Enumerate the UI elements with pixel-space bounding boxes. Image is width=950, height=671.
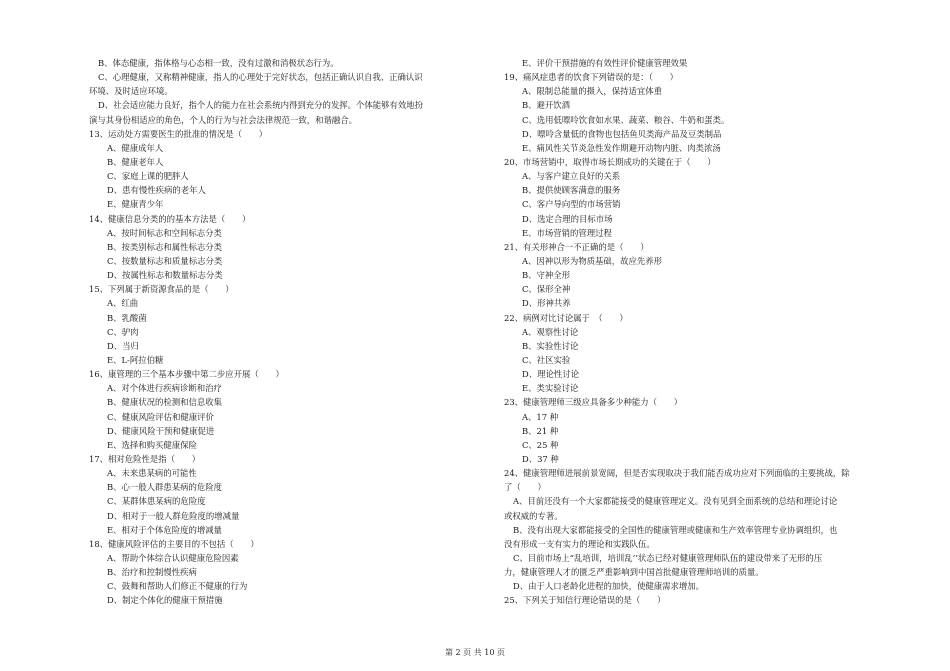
- text-line: E、健康青少年: [107, 199, 164, 210]
- text-line: B、避开饮酒: [522, 100, 571, 111]
- text-line: B、按类别标志和属性标志分类: [107, 241, 223, 252]
- text-line: 17、相对危险性是指（ ）: [89, 453, 201, 464]
- text-line: B、守神全形: [522, 270, 571, 281]
- text-line: 20、市场营销中，取得市场长期成功的关键在于（ ）: [504, 156, 716, 167]
- text-line: D、当归: [107, 340, 139, 351]
- text-line: B、提供使顾客满意的服务: [522, 185, 621, 196]
- text-line: E、L-阿拉伯糖: [107, 354, 164, 365]
- text-line: B、治疗和控制慢性疾病: [107, 567, 197, 578]
- text-line: C、心理健康，又称精神健康，指人的心理处于完好状态，包括正确认识自我、正确认识: [98, 72, 423, 83]
- text-line: C、健康风险评估和健康评价: [107, 411, 214, 422]
- text-line: E、类实验讨论: [522, 383, 579, 394]
- text-line: 18、健康风险评估的主要目的不包括（ ）: [89, 538, 259, 549]
- text-line: 25、下列关于知信行理论错误的是（ ）: [504, 595, 666, 606]
- text-line: D、按属性标志和数量标志分类: [107, 270, 223, 281]
- text-line: E、评价干预措施的有效性评价健康管理效果: [522, 58, 688, 68]
- text-line: 力，健康管理人才的匮乏严重影响到中国首批健康管理师培训的质量。: [504, 567, 764, 578]
- text-line: A、红曲: [107, 298, 139, 309]
- text-line: E、痛风性关节炎急性发作期避开动物内脏、肉类浓汤: [522, 142, 721, 153]
- text-line: 13、运动处方需要医生的批准的情况是（ ）: [89, 128, 268, 139]
- text-line: B、心一般人群患某病的危险度: [107, 482, 223, 493]
- text-line: 环境、及时适应环境。: [89, 86, 173, 97]
- text-line: A、与客户建立良好的关系: [522, 171, 621, 182]
- text-line: A、观察性讨论: [522, 326, 579, 337]
- text-line: D、选定合理的目标市场: [522, 213, 613, 224]
- text-line: C、某群体患某病的危险度: [107, 496, 206, 507]
- text-line: A、17 种: [522, 411, 559, 422]
- text-line: 24、健康管理师进展前景宽阔，但是否实现取决于我们能否成功应对下列面临的主要挑战，除: [504, 468, 850, 479]
- text-line: D、社会适应能力良好，指个人的能力在社会系统内得到充分的发挥。个体能够有效地扮: [98, 100, 423, 111]
- text-line: D、患有慢性疾病的老年人: [107, 185, 206, 196]
- text-line: 21、有关形神合一不正确的是（ ）: [504, 241, 649, 252]
- text-line: D、理论性讨论: [522, 369, 579, 380]
- text-line: A、限制总能量的摄入，保持适宜体重: [522, 86, 663, 97]
- text-line: E、市场营销的管理过程: [522, 227, 612, 238]
- text-line: C、25 种: [522, 439, 559, 450]
- text-line: D、嘌呤含量低的食物也包括鱼贝类海产品及豆类制品: [522, 128, 722, 139]
- text-line: C、社区实验: [522, 354, 571, 365]
- left-column: [89, 56, 484, 607]
- text-line: B、体态健康，指体格与心态相一致，没有过激和消极状态行为。: [98, 58, 339, 68]
- text-line: A、目前还没有一个大家都能接受的健康管理定义。没有见到全面系统的总结和理论讨论: [513, 496, 838, 507]
- text-line: A、帮助个体综合认识健康危险因素: [107, 552, 239, 563]
- text-line: D、制定个体化的健康干预措施: [107, 595, 223, 606]
- right-column: [504, 56, 899, 607]
- text-line: A、对个体进行疾病诊断和治疗: [107, 383, 222, 394]
- text-line: C、鼓舞和帮助人们修正不健康的行为: [107, 581, 248, 592]
- text-line: B、乳酸菌: [107, 312, 147, 323]
- text-line: D、由于人口老龄化进程的加快，使健康需求增加。: [513, 581, 704, 592]
- text-line: C、选用低嘌呤饮食如水果、蔬菜、粮谷、牛奶和蛋类。: [522, 114, 730, 125]
- text-line: B、健康老年人: [107, 156, 164, 167]
- text-line: C、按数量标志和质量标志分类: [107, 255, 223, 266]
- text-line: A、健康成年人: [107, 142, 164, 153]
- text-line: C、驴肉: [107, 326, 139, 337]
- text-line: C、目前市场上“乱培训，培训乱’’状态已经对健康管理师队伍的建设带来了无形的压: [513, 552, 823, 563]
- text-line: E、相对于个体危险度的增减量: [107, 524, 222, 535]
- text-line: A、因神以形为物质基础，故应先养形: [522, 255, 663, 266]
- text-line: A、未来患某病的可能性: [107, 468, 197, 479]
- text-line: 23、健康管理师三级应具备多少种能力（ ）: [504, 397, 683, 408]
- text-line: 19、痛风症患者的饮食下列错误的是：（ ）: [504, 72, 678, 83]
- text-line: 没有形成一支有实力的理论和实践队伍。: [504, 538, 655, 549]
- text-line: B、实验性讨论: [522, 340, 579, 351]
- text-line: 16、康管理的三个基本步骤中第二步应开展（ ）: [89, 369, 284, 380]
- text-line: 14、健康信息分类的的基本方法是（ ）: [89, 213, 251, 224]
- text-line: B、健康状况的检测和信息收集: [107, 397, 223, 408]
- text-line: D、健康风险干预和健康促进: [107, 425, 215, 436]
- text-line: E、选择和购买健康保险: [107, 439, 197, 450]
- text-line: 或权威的专著。: [504, 510, 563, 521]
- text-line: D、相对于一般人群危险度的增减量: [107, 510, 240, 521]
- text-line: C、客户导向型的市场营销: [522, 199, 621, 210]
- text-line: B、没有出现大家都能接受的全国性的健康管理或健康和生产效率管理专业协调组织，也: [513, 524, 838, 535]
- text-line: 演与其身份相适应的角色，个人的行为与社会法律规范一致，和谐融合。: [89, 114, 357, 125]
- text-line: C、保形全神: [522, 284, 571, 295]
- text-line: 15、下列属于新资源食品的是（ ）: [89, 284, 234, 295]
- text-line: 22、病例对比讨论属于 （ ）: [504, 312, 628, 323]
- text-line: C、家庭上课的肥胖人: [107, 171, 189, 182]
- text-line: D、形神共养: [522, 298, 571, 309]
- page-footer: 第 2 页 共 10 页: [445, 648, 505, 657]
- text-line: A、按时间标志和空间标志分类: [107, 227, 222, 238]
- text-line: B、21 种: [522, 425, 559, 436]
- text-line: 了（ ）: [504, 482, 546, 493]
- text-line: D、37 种: [522, 453, 559, 464]
